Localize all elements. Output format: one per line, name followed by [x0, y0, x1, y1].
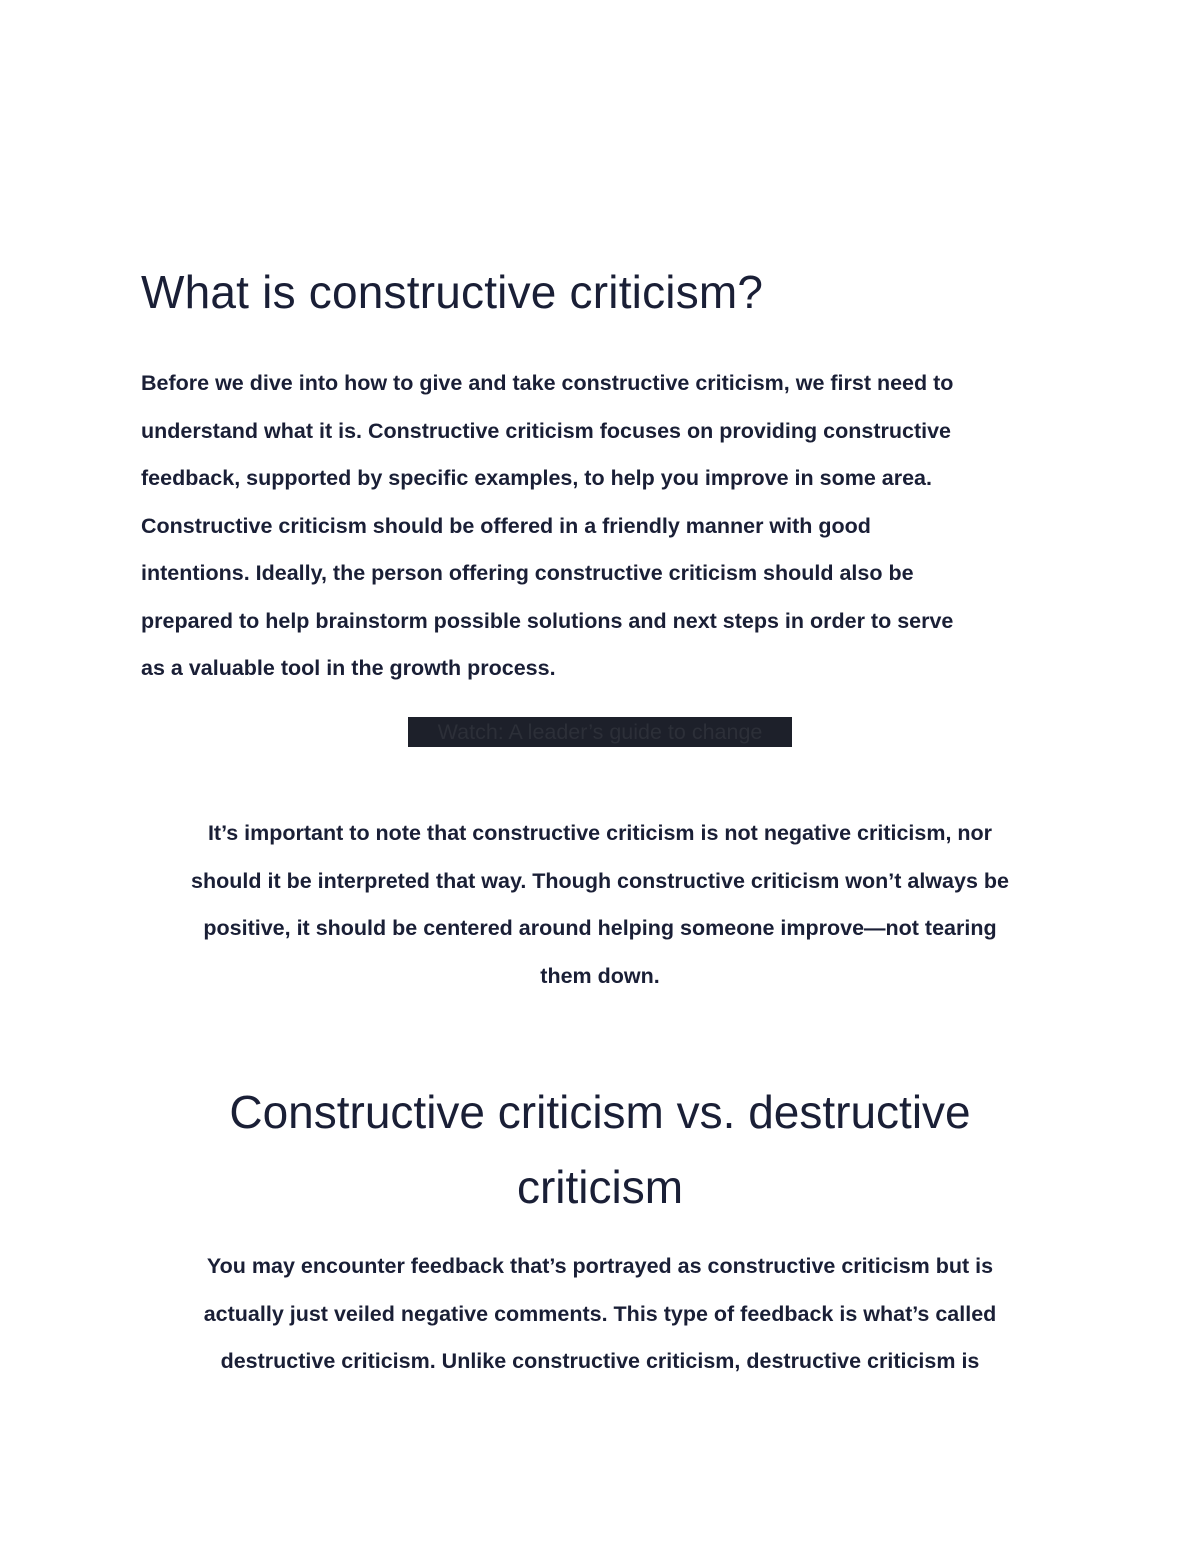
- heading-what-is-constructive-criticism: What is constructive criticism?: [141, 266, 764, 318]
- paragraph-line: should it be interpreted that way. Though constructive criticism won’t always be: [191, 868, 1009, 893]
- paragraph-line: destructive criticism. Unlike constructive criticism, destructive criticism is: [220, 1349, 980, 1373]
- note-paragraph: [100, 810, 1100, 1000]
- paragraph-line: actually just veiled negative comments. This type of feedback is what’s called: [203, 1301, 997, 1326]
- heading-line: Constructive criticism vs. destructive: [229, 1086, 971, 1138]
- paragraph-line: You may encounter feedback that’s portrayed as constructive criticism but is: [206, 1254, 994, 1278]
- destructive-paragraph: [100, 1243, 1100, 1386]
- paragraph-line: Before we dive into how to give and take constructive criticism, we first need to: [141, 371, 954, 395]
- paragraph-line: feedback, supported by specific examples, to help you improve in some area.: [141, 466, 932, 490]
- watch-leaders-guide-link[interactable]: Watch: A leader’s guide to change: [408, 717, 792, 747]
- paragraph-line: Constructive criticism should be offered in a friendly manner with good: [141, 513, 871, 538]
- intro-paragraph: [141, 360, 1051, 693]
- paragraph-line: intentions. Ideally, the person offering constructive criticism should also be: [141, 561, 914, 585]
- paragraph-line: prepared to help brainstorm possible solutions and next steps in order to serve: [141, 608, 954, 633]
- paragraph-line: them down.: [540, 963, 660, 988]
- heading-line: criticism: [516, 1161, 684, 1213]
- paragraph-line: as a valuable tool in the growth process.: [141, 656, 556, 680]
- paragraph-line: understand what it is. Constructive criticism focuses on providing constructive: [141, 418, 951, 443]
- paragraph-line: It’s important to note that constructive criticism is not negative criticism, nor: [207, 821, 993, 845]
- heading-constructive-vs-destructive: [100, 1075, 1100, 1225]
- paragraph-line: positive, it should be centered around helping someone improve—not tearing: [203, 916, 997, 940]
